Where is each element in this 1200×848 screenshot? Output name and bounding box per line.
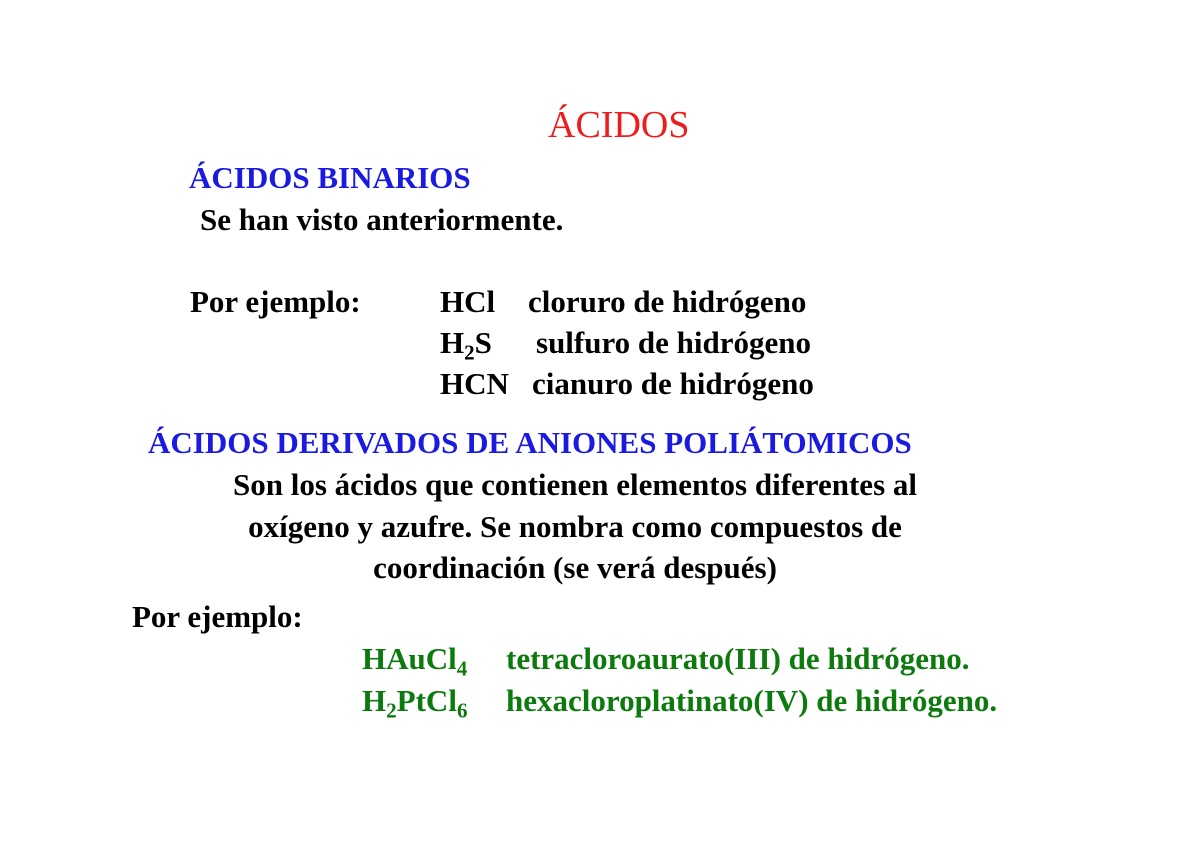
page-title: ÁCIDOS — [548, 104, 690, 146]
polyatomic-acids-heading: ÁCIDOS DERIVADOS DE ANIONES POLIÁTOMICOS — [148, 425, 912, 460]
polyatomic-example-formula: HAuCl$_4$ — [362, 641, 468, 681]
polyatomic-desc-line: coordinación (se verá después) — [373, 550, 777, 585]
binary-example-formula: $H_2S$ — [440, 325, 492, 365]
polyatomic-example-label: Por ejemplo: — [132, 599, 303, 634]
binary-example-formula: HCN — [440, 366, 509, 401]
binary-example-name: cloruro de hidrógeno — [528, 284, 807, 319]
binary-example-name: cianuro de hidrógeno — [532, 366, 814, 401]
binary-example-formula: HCl — [440, 284, 496, 319]
binary-acids-heading: ÁCIDOS BINARIOS — [189, 160, 471, 195]
binary-example-name: sulfuro de hidrógeno — [536, 325, 812, 360]
polyatomic-example-formula: $H_2PtCl_6$ — [362, 683, 468, 723]
binary-intro: Se han visto anteriormente. — [200, 202, 564, 237]
polyatomic-example-name: hexacloroplatinato(IV) de hidrógeno. — [506, 683, 998, 718]
polyatomic-desc-line: Son los ácidos que contienen elementos diferentes al — [233, 467, 917, 502]
binary-example-label: Por ejemplo: — [190, 284, 361, 319]
polyatomic-desc-line: oxígeno y azufre. Se nombra como compuestos de — [248, 509, 902, 544]
polyatomic-example-name: tetracloroaurato(III) de hidrógeno. — [506, 641, 970, 676]
